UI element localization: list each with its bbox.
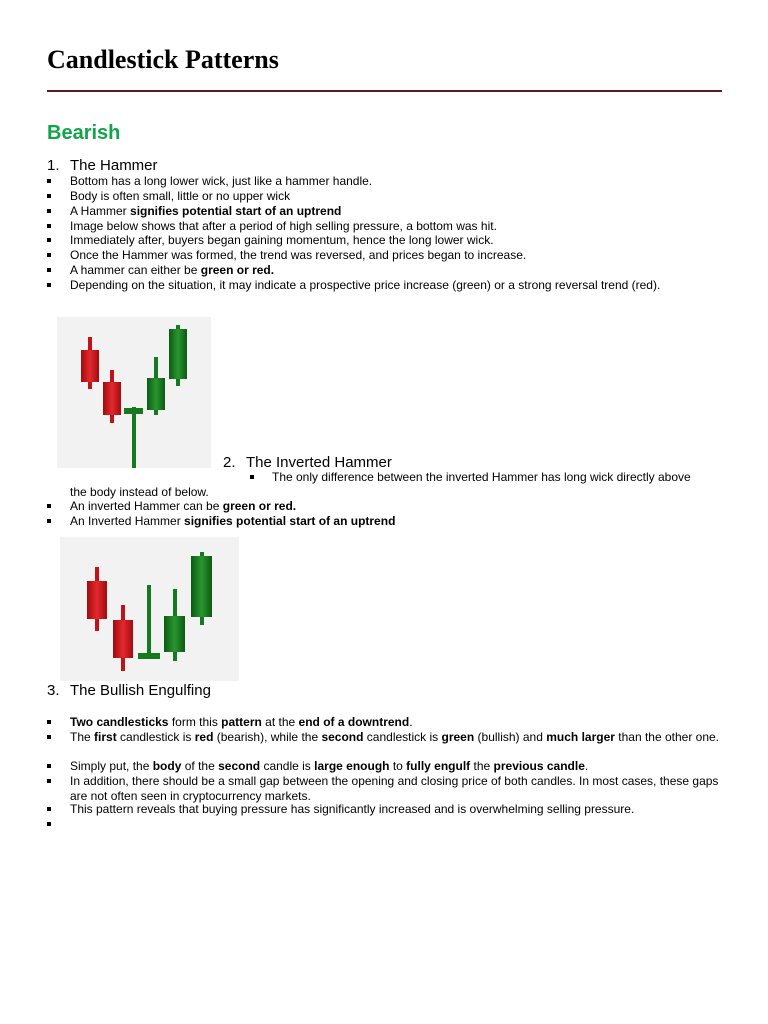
bullet-text: Once the Hammer was formed, the trend was reversed, and prices began to increase. [70,248,527,262]
bullet-text: Depending on the situation, it may indicate a prospective price increase (green) or a strong reversal trend (red). [70,278,661,292]
hammer-candlestick-image [57,317,211,468]
bullet-text: Two candlesticks form this pattern at the end of a downtrend. [70,715,413,729]
heading-hammer [47,157,158,175]
bullet-text: Bottom has a long lower wick, just like a hammer handle. [70,174,373,188]
bullet-icon [47,283,51,287]
red-candle [113,605,133,671]
heading-number: 1. [47,157,60,174]
bullet-icon [47,720,51,724]
heading-text: The Bullish Engulfing [70,682,211,699]
bullet-text: Simply put, the body of the second candle is large enough to fully engulf the previous candle. [70,759,589,773]
hammer-candle [124,407,143,468]
section-heading-bearish: Bearish [47,122,121,144]
bullet-icon [47,224,51,228]
bullet-text: Image below shows that after a period of high selling pressure, a bottom was hit. [70,219,497,233]
bullet-icon [47,179,51,183]
bullet-icon [47,822,51,826]
bullet-text: A hammer can either be green or red. [70,263,275,277]
bullet-icon [47,194,51,198]
bullet-icon [250,475,254,479]
bullet-text: This pattern reveals that buying pressure has significantly increased and is overwhelming selling pressure. [70,802,635,816]
heading-number: 2. [223,454,236,471]
heading-text: The Hammer [70,157,158,174]
bullet-icon [47,504,51,508]
inverted-hammer-candle [138,585,160,659]
red-candle [87,567,107,631]
heading-number: 3. [47,682,60,699]
bullet-icon [47,519,51,523]
green-candle [169,325,187,386]
bullet-text: In addition, there should be a small gap between the opening and closing price of both candles. In most cases, these gaps are not often seen in cryptocurrency markets. [70,774,719,803]
bullet-icon [47,807,51,811]
heading-text: The Inverted Hammer [246,454,392,471]
bullet-icon [47,735,51,739]
bullet-text: A Hammer signifies potential start of an uptrend [70,204,342,218]
inverted-hammer-candlestick-image [60,537,239,681]
red-candle [103,370,121,423]
title-divider [47,90,722,92]
bullet-text: Body is often small, little or no upper wick [70,189,291,203]
bullet-icon [47,779,51,783]
bullet-text: The first candlestick is red (bearish), while the second candlestick is green (bullish) and much larger than the other one. [70,730,720,744]
page-title: Candlestick Patterns [47,45,279,74]
green-candle [164,589,185,661]
bullet-icon [47,209,51,213]
bullet-icon [47,268,51,272]
green-candle [191,552,212,625]
bullet-text: The only difference between the inverted Hammer has long wick directly above [272,470,691,484]
red-candle [81,337,99,389]
bullet-text: Immediately after, buyers began gaining momentum, hence the long lower wick. [70,233,494,247]
bullet-icon [47,238,51,242]
bullet-text: An Inverted Hammer signifies potential start of an uptrend [70,514,396,528]
bullet-text: An inverted Hammer can be green or red. [70,499,297,513]
bullet-icon [47,253,51,257]
bullet-icon [47,764,51,768]
bullet-continuation: the body instead of below. [70,485,209,499]
heading-bullish-engulfing [47,682,211,700]
green-candle [147,357,165,415]
